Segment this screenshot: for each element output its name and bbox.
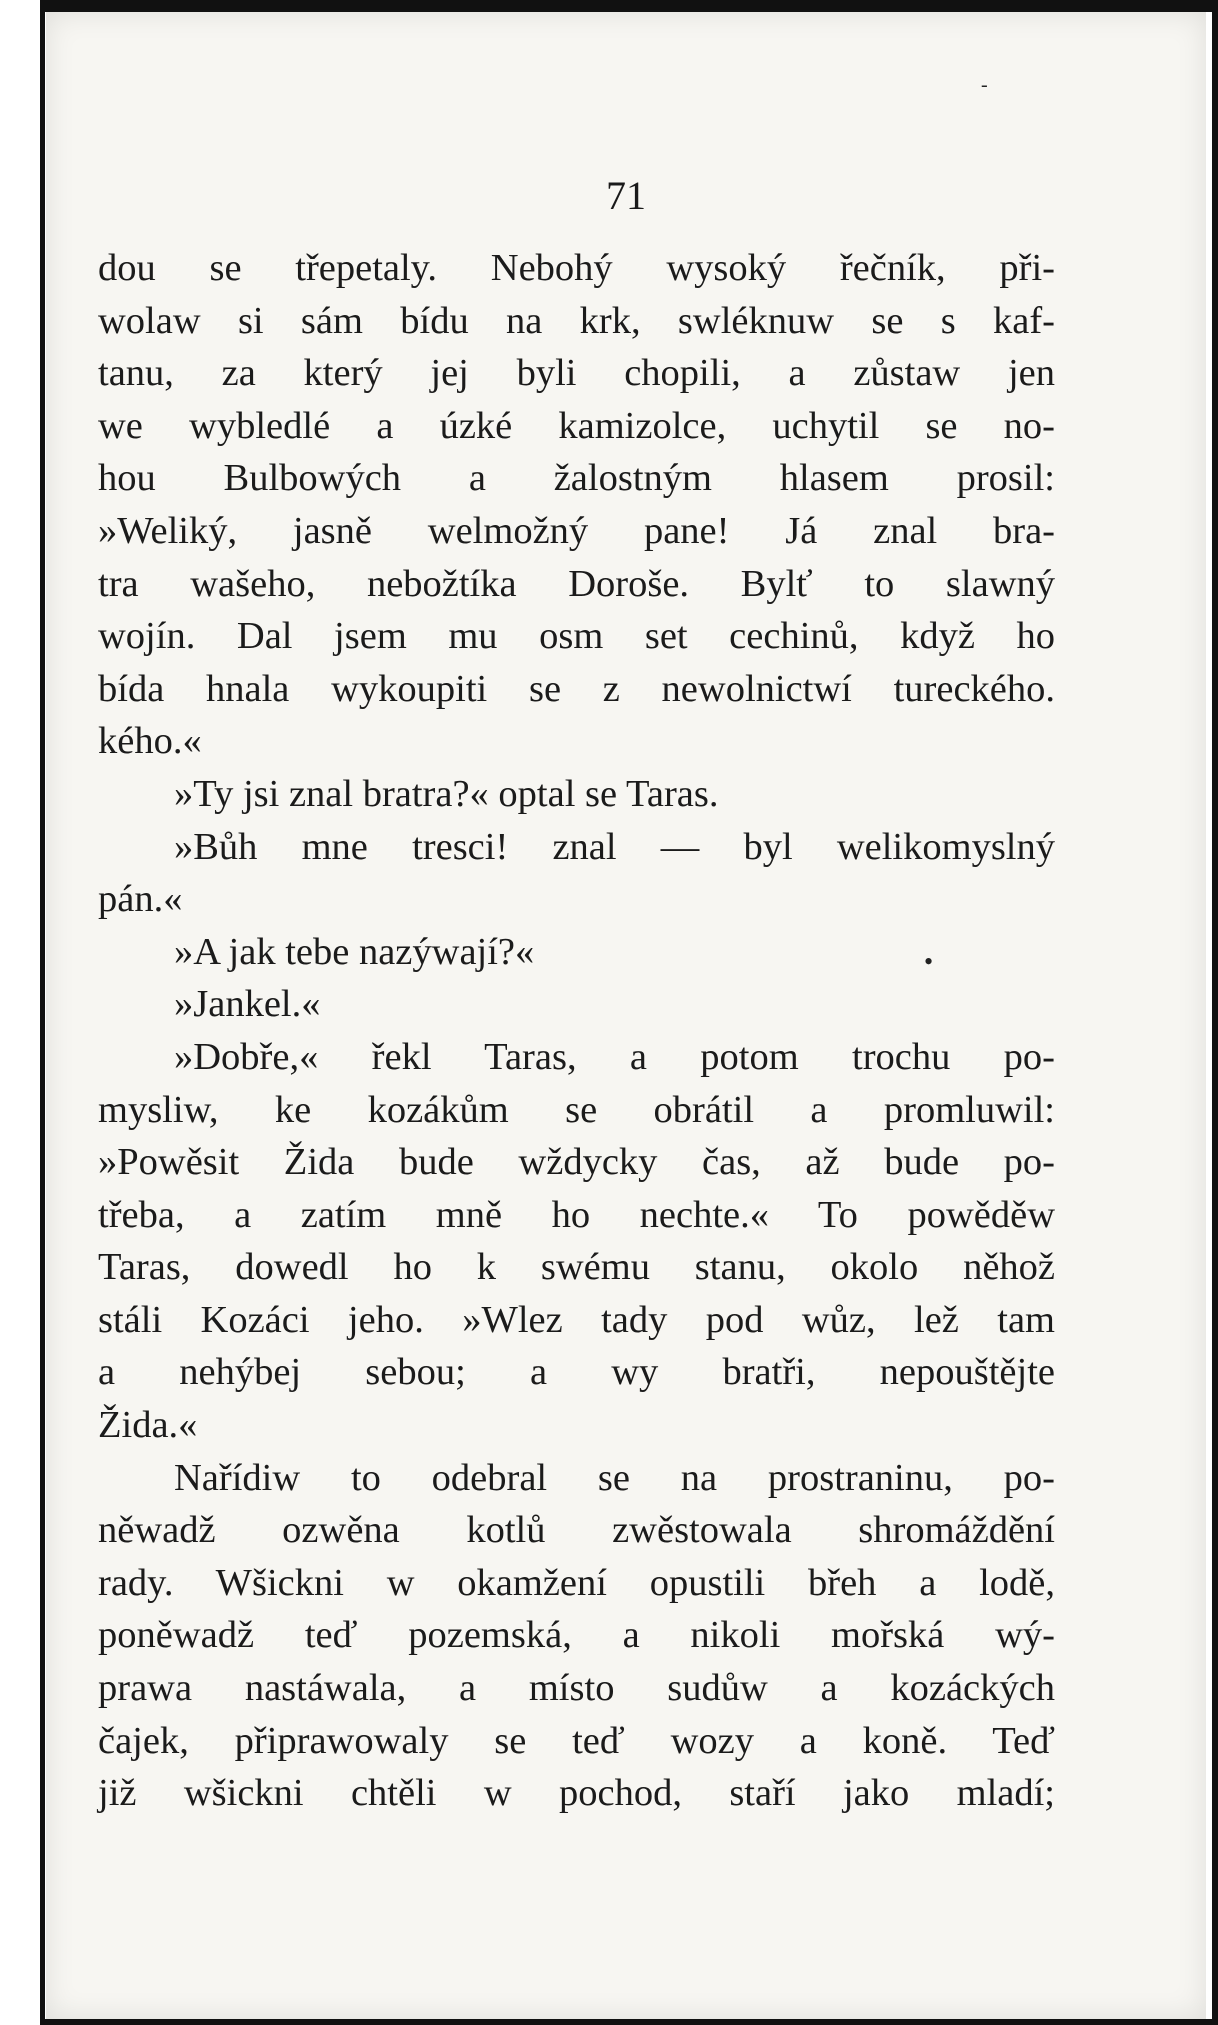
text-line: bída hnala wykoupiti se z newolnictwí tureckého. <box>98 667 1055 710</box>
text-line: Žida.« <box>98 1404 198 1447</box>
text-line: tanu, za který jej byli chopili, a zůstaw jen <box>98 352 1055 395</box>
text-line: »Dobře,« řekl Taras, a potom trochu po- <box>174 1035 1055 1078</box>
scan-border-top <box>40 0 1218 12</box>
text-line: rady. Wšickni w okamžení opustili břeh a lodě, <box>98 1561 1055 1604</box>
text-line: Taras, dowedl ho k swému stanu, okolo něhož <box>98 1246 1055 1289</box>
text-line: dou se třepetaly. Nebohý wysoký řečník, při- <box>98 247 1055 289</box>
text-line: »Weliký, jasně welmožný pane! Já znal bra- <box>98 509 1055 552</box>
text-line: pán.« <box>98 878 183 921</box>
text-line: »Powěsit Žida bude wždycky čas, až bude po- <box>98 1141 1055 1184</box>
text-line: wojín. Dal jsem mu osm set cechinů, když ho <box>98 615 1055 658</box>
text-line: již wšickni chtěli w pochod, staří jako mladí; <box>98 1772 1055 1815</box>
page-number: 71 <box>606 173 646 218</box>
text-line: tra wašeho, nebožtíka Doroše. Bylť to slawný <box>98 562 1055 605</box>
ink-dot-mark: • <box>924 947 934 976</box>
scan-border-right <box>1212 0 1218 2025</box>
text-line: »Ty jsi znal bratra?« optal se Taras. <box>174 772 719 815</box>
text-line: mysliw, ke kozákům se obrátil a promluwil: <box>98 1088 1055 1131</box>
text-line: prawa nastáwala, a místo sudůw a kozáckých <box>98 1667 1055 1710</box>
body-text <box>98 242 1055 1820</box>
text-line: we wybledlé a úzké kamizolce, uchytil se no- <box>98 404 1055 447</box>
text-line: »A jak tebe nazýwají?« <box>174 930 535 973</box>
text-line: kého.« <box>98 720 202 763</box>
text-line: a nehýbej sebou; a wy bratři, nepouštějte <box>98 1351 1055 1394</box>
text-line: wolaw si sám bídu na krk, swléknuw se s kaf- <box>98 299 1055 342</box>
text-line: třeba, a zatím mně ho nechte.« To powěděw <box>98 1193 1055 1236</box>
scan-border-bottom <box>40 2019 1218 2025</box>
ink-speck: - <box>981 74 988 96</box>
previous-page-edge <box>0 0 45 2025</box>
text-line: »Jankel.« <box>174 983 321 1026</box>
text-line: něwadž ozwěna kotlů zwěstowala shromáždění <box>98 1509 1055 1552</box>
text-line: Nařídiw to odebral se na prostraninu, po- <box>174 1456 1055 1499</box>
text-line: poněwadž teď pozemská, a nikoli mořská wý- <box>98 1614 1055 1657</box>
text-line: stáli Kozáci jeho. »Wlez tady pod wůz, lež tam <box>98 1298 1055 1341</box>
book-page <box>46 12 1206 2019</box>
text-line: hou Bulbowých a žalostným hlasem prosil: <box>98 457 1055 500</box>
text-line: čajek, připrawowaly se teď wozy a koně. Teď <box>98 1719 1055 1762</box>
text-line: »Bůh mne tresci! znal — byl welikomyslný <box>174 825 1055 868</box>
